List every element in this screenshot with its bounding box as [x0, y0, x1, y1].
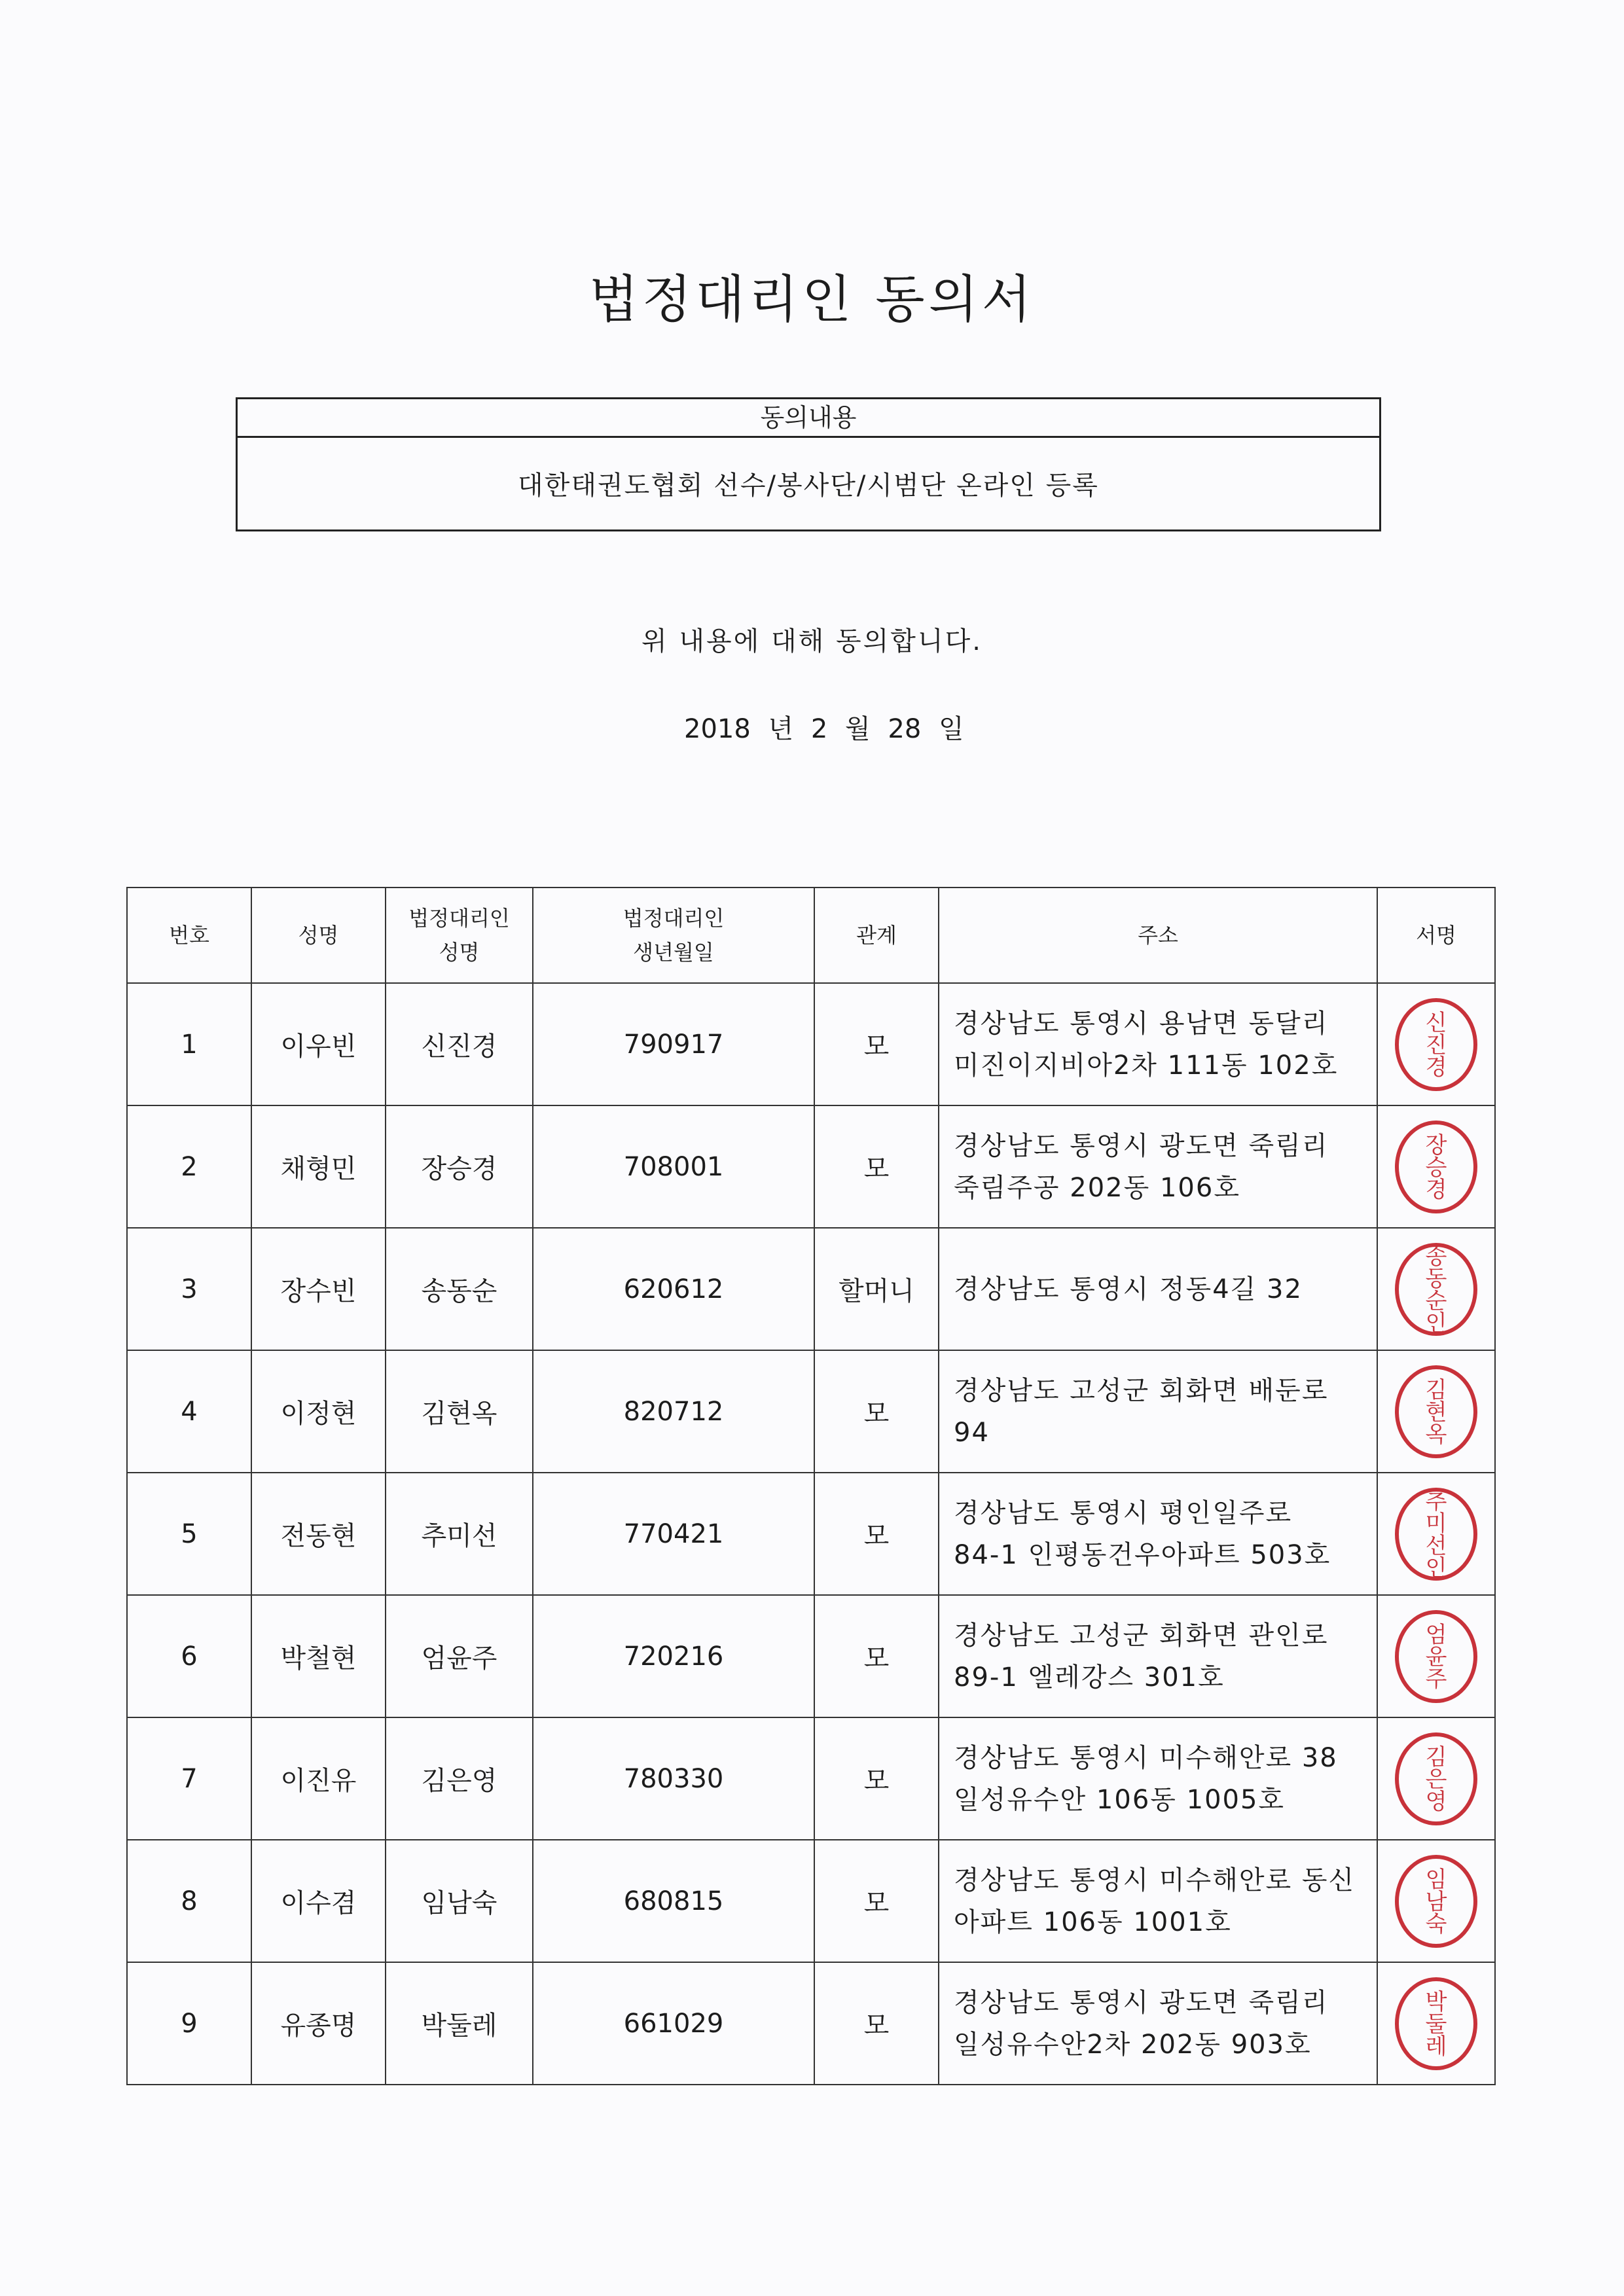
- address-line-1: 경상남도 통영시 미수해안로 동신: [954, 1865, 1356, 1895]
- cell-relation: 모: [814, 1350, 939, 1473]
- cell-signature: [1377, 1350, 1495, 1473]
- cell-guardian-name: 추미선: [386, 1473, 533, 1595]
- cell-signature: [1377, 1717, 1495, 1840]
- seal-character: 순: [1425, 1287, 1447, 1314]
- cell-guardian-name: 엄윤주: [386, 1595, 533, 1717]
- cell-no: 4: [127, 1350, 251, 1473]
- address-line-1: 경상남도 통영시 평인일주로: [954, 1498, 1293, 1528]
- red-seal-stamp: [1390, 1975, 1482, 2073]
- seal-character: 은: [1425, 1766, 1447, 1793]
- table-row: [127, 1840, 1495, 1962]
- header-address: 주소: [939, 888, 1377, 983]
- seal-character: 김: [1425, 1376, 1447, 1403]
- cell-no: 7: [127, 1717, 251, 1840]
- cell-name: 장수빈: [251, 1228, 386, 1350]
- cell-name: 전동현: [251, 1473, 386, 1595]
- agreement-statement: 위 내용에 대해 동의합니다.: [641, 626, 983, 656]
- cell-guardian-name: 송동순: [386, 1228, 533, 1350]
- seal-character: 경: [1425, 1176, 1447, 1203]
- red-seal-stamp: [1390, 996, 1482, 1094]
- seal-character: 진: [1425, 1031, 1447, 1058]
- cell-signature: [1377, 1228, 1495, 1350]
- cell-guardian-name: 신진경: [386, 983, 533, 1105]
- cell-address: [939, 1350, 1377, 1473]
- header-guardian-name: 법정대리인 성명: [386, 888, 533, 983]
- cell-no: 5: [127, 1473, 251, 1595]
- seal-character: 옥: [1425, 1421, 1447, 1448]
- consent-content-header: 동의내용: [238, 399, 1379, 438]
- seal-character: 임: [1425, 1866, 1447, 1893]
- cell-address: [939, 983, 1377, 1105]
- cell-address: [939, 1473, 1377, 1595]
- seal-character: 남: [1425, 1888, 1447, 1915]
- table-row: [127, 983, 1495, 1105]
- consent-content-box: [236, 397, 1381, 531]
- cell-relation: 할머니: [814, 1228, 939, 1350]
- red-seal-stamp: [1390, 1852, 1482, 1950]
- address-line-2: 일성유수안 106동 1005호: [954, 1784, 1286, 1815]
- address-line-2: 일성유수안2차 202동 903호: [954, 2029, 1312, 2060]
- cell-name: 이진유: [251, 1717, 386, 1840]
- cell-address: [939, 1105, 1377, 1228]
- address-line-1: 경상남도 고성군 회화면 관인로: [954, 1620, 1329, 1651]
- cell-guardian-name: 임남숙: [386, 1840, 533, 1962]
- cell-no: 8: [127, 1840, 251, 1962]
- cell-name: 박철현: [251, 1595, 386, 1717]
- cell-address: [939, 1840, 1377, 1962]
- cell-name: 이정현: [251, 1350, 386, 1473]
- address-line-1: 경상남도 통영시 광도면 죽림리: [954, 1130, 1329, 1161]
- header-no: 번호: [127, 888, 251, 983]
- seal-character: 장: [1425, 1132, 1447, 1158]
- cell-guardian-birth: 770421: [533, 1473, 814, 1595]
- guardian-consent-table: [126, 887, 1496, 2085]
- seal-character: 레: [1425, 2033, 1447, 2060]
- seal-character: 신: [1425, 1009, 1447, 1036]
- cell-relation: 모: [814, 1105, 939, 1228]
- table-row: [127, 1350, 1495, 1473]
- address-line-2: 94: [954, 1417, 990, 1448]
- cell-address: [939, 1717, 1377, 1840]
- cell-guardian-birth: 780330: [533, 1717, 814, 1840]
- seal-character: 경: [1425, 1054, 1447, 1081]
- address-line-1: 경상남도 고성군 회화면 배둔로: [954, 1375, 1329, 1406]
- cell-relation: 모: [814, 1717, 939, 1840]
- seal-character: 박: [1425, 1988, 1447, 2015]
- cell-address: [939, 1595, 1377, 1717]
- cell-guardian-birth: 720216: [533, 1595, 814, 1717]
- address-line-1: 경상남도 통영시 정동4길 32: [954, 1274, 1303, 1304]
- cell-relation: 모: [814, 1473, 939, 1595]
- seal-character: 동: [1425, 1265, 1447, 1292]
- seal-character: 둘: [1425, 2011, 1447, 2037]
- header-relation: 관계: [814, 888, 939, 983]
- table-row: [127, 1717, 1495, 1840]
- seal-character: 추: [1425, 1488, 1447, 1515]
- cell-no: 3: [127, 1228, 251, 1350]
- table-row: [127, 1595, 1495, 1717]
- cell-name: 유종명: [251, 1962, 386, 2085]
- table-row: [127, 1105, 1495, 1228]
- red-seal-stamp: [1390, 1607, 1482, 1706]
- seal-character: 숙: [1425, 1910, 1447, 1937]
- cell-relation: 모: [814, 983, 939, 1105]
- cell-guardian-name: 김은영: [386, 1717, 533, 1840]
- consent-content-text: 대한태권도협회 선수/봉사단/시범단 온라인 등록: [518, 471, 1099, 501]
- seal-character: 영: [1425, 1788, 1447, 1815]
- cell-no: 6: [127, 1595, 251, 1717]
- address-line-2: 죽림주공 202동 106호: [954, 1172, 1240, 1203]
- address-line-1: 경상남도 통영시 용남면 동달리: [954, 1008, 1329, 1039]
- cell-name: 이우빈: [251, 983, 386, 1105]
- cell-no: 9: [127, 1962, 251, 2085]
- cell-guardian-birth: 790917: [533, 983, 814, 1105]
- seal-character: 엄: [1425, 1621, 1447, 1648]
- cell-guardian-birth: 661029: [533, 1962, 814, 2085]
- address-line-1: 경상남도 통영시 광도면 죽림리: [954, 1987, 1329, 2018]
- cell-guardian-name: 박둘레: [386, 1962, 533, 2085]
- cell-guardian-name: 장승경: [386, 1105, 533, 1228]
- seal-character: 윤: [1425, 1643, 1447, 1670]
- table-row: [127, 1962, 1495, 2085]
- red-seal-stamp: [1390, 1118, 1482, 1216]
- cell-name: 채형민: [251, 1105, 386, 1228]
- cell-guardian-birth: 708001: [533, 1105, 814, 1228]
- seal-character: 현: [1425, 1399, 1447, 1426]
- cell-signature: [1377, 1962, 1495, 2085]
- red-seal-stamp: [1390, 1240, 1482, 1338]
- cell-address: [939, 1962, 1377, 2085]
- cell-guardian-birth: 820712: [533, 1350, 814, 1473]
- cell-signature: [1377, 1105, 1495, 1228]
- cell-signature: [1377, 1473, 1495, 1595]
- seal-character: 미: [1425, 1510, 1447, 1537]
- header-guardian-birth: 법정대리인 생년월일: [533, 888, 814, 983]
- header-signature: 서명: [1377, 888, 1495, 983]
- cell-name: 이수겸: [251, 1840, 386, 1962]
- seal-character: 선: [1425, 1532, 1447, 1559]
- seal-character: 주: [1425, 1666, 1447, 1693]
- cell-relation: 모: [814, 1595, 939, 1717]
- seal-character: 김: [1425, 1744, 1447, 1770]
- address-line-2: 미진이지비아2차 111동 102호: [954, 1050, 1339, 1081]
- address-line-2: 89-1 엘레강스 301호: [954, 1662, 1225, 1693]
- header-name: 성명: [251, 888, 386, 983]
- cell-guardian-name: 김현옥: [386, 1350, 533, 1473]
- cell-signature: [1377, 983, 1495, 1105]
- document-title: 법정대리인 동의서: [588, 270, 1036, 329]
- cell-signature: [1377, 1840, 1495, 1962]
- red-seal-stamp: [1390, 1363, 1482, 1461]
- cell-address: [939, 1228, 1377, 1350]
- seal-character: 인: [1425, 1310, 1447, 1336]
- seal-character: 승: [1425, 1154, 1447, 1181]
- seal-character: 인: [1425, 1554, 1447, 1581]
- consent-date: 2018 년 2 월 28 일: [684, 714, 964, 744]
- cell-no: 1: [127, 983, 251, 1105]
- cell-no: 2: [127, 1105, 251, 1228]
- seal-character: 송: [1425, 1243, 1447, 1270]
- address-line-2: 84-1 인평동건우아파트 503호: [954, 1539, 1331, 1570]
- table-row: [127, 1228, 1495, 1350]
- cell-relation: 모: [814, 1840, 939, 1962]
- cell-relation: 모: [814, 1962, 939, 2085]
- cell-guardian-birth: 680815: [533, 1840, 814, 1962]
- address-line-1: 경상남도 통영시 미수해안로 38: [954, 1742, 1338, 1773]
- cell-signature: [1377, 1595, 1495, 1717]
- red-seal-stamp: [1390, 1730, 1482, 1828]
- cell-guardian-birth: 620612: [533, 1228, 814, 1350]
- red-seal-stamp: [1390, 1485, 1482, 1583]
- address-line-2: 아파트 106동 1001호: [954, 1907, 1232, 1937]
- table-row: [127, 1473, 1495, 1595]
- table-header-row: [127, 888, 1495, 983]
